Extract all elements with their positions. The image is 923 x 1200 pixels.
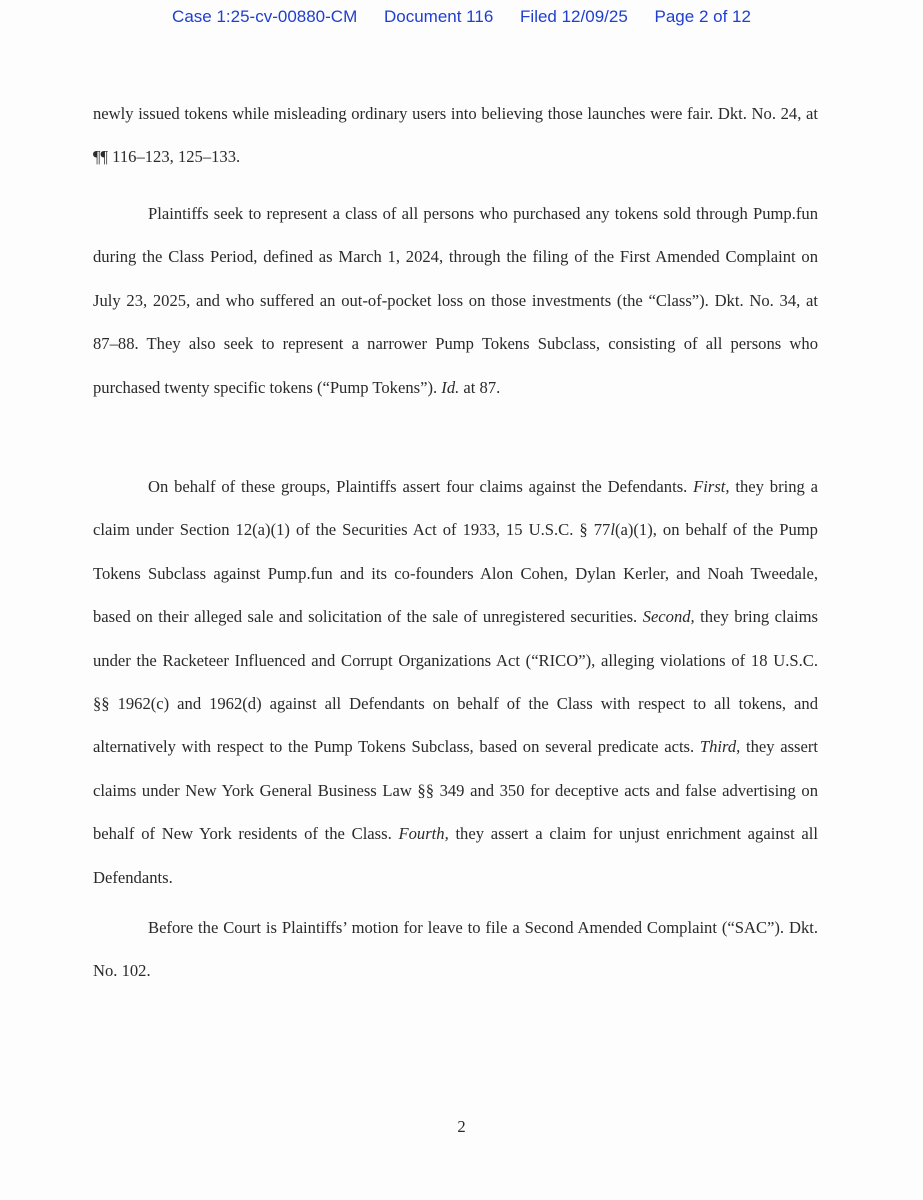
filed-date: Filed 12/09/25	[520, 7, 628, 26]
paragraph-text: they bring a claim under Section 12(a)(1) of the Securities Act of 1933, 15 U.S.C. § 77	[93, 477, 818, 540]
paragraph-text: (a)(1), on behalf of the Pump Tokens Subclass against Pump.fun and its co-founders Alon Cohen, Dylan Kerler, and Noah Tweedale, based on their alleged sale and solicitation of the sale of unregistered securities.	[93, 520, 818, 627]
paragraph-class-definition	[93, 192, 818, 409]
paragraph-text: they assert a claim for unjust enrichment against all Defendants.	[93, 824, 818, 887]
page-number: 2	[457, 1117, 466, 1136]
document-number: Document 116	[383, 7, 494, 26]
paragraph-text: Plaintiffs seek to represent a class of all persons who purchased any tokens sold through Pump.fun during the Class Period, defined as March 1, 2024, through the filing of the First Amended Complaint on July 23, 2025, and who suffered an out-of-pocket loss on those investments (the “Class”). Dkt. No. 34, at 87–88. They also seek to represent a narrower Pump Tokens Subclass, consisting of all persons who purchased twenty specific tokens (“Pump Tokens”).	[93, 204, 818, 397]
page-indicator: Page 2 of 12	[654, 7, 751, 26]
emphasis-fourth: Fourth,	[398, 824, 449, 844]
emphasis-second: Second,	[642, 607, 695, 627]
paragraph-continuation: newly issued tokens while misleading ordinary users into believing those launches were fair. Dkt. No. 24, at ¶¶ 116–123, 125–133.	[93, 104, 818, 167]
ecf-header	[0, 7, 923, 27]
case-number: Case 1:25-cv-00880-CM	[172, 7, 358, 26]
paragraph-claims	[93, 465, 818, 899]
emphasis-third: Third,	[699, 737, 741, 757]
paragraph-motion: Before the Court is Plaintiffs’ motion for leave to file a Second Amended Complaint (“SAC”). Dkt. No. 102.	[93, 918, 818, 981]
emphasis-first: First,	[693, 477, 730, 496]
paragraph-text: they bring claims under the Racketeer Influenced and Corrupt Organizations Act (“RICO”), alleging violations of 18 U.S.C. §§ 1962(c) and 1962(d) against all Defendants on behalf of the Class with respect to all tokens, and alternatively with respect to the Pump Tokens Subclass, based on several predicate acts.	[93, 607, 818, 757]
paragraph-text: at 87.	[459, 377, 501, 397]
emphasis-l: l	[610, 520, 615, 540]
paragraph-text: On behalf of these groups, Plaintiffs assert four claims against the Defendants.	[148, 477, 694, 496]
paragraph-text: they assert claims under New York General Business Law §§ 349 and 350 for deceptive acts and false advertising on behalf of New York residents of the Class.	[93, 737, 819, 844]
citation-id: Id.	[441, 377, 460, 397]
